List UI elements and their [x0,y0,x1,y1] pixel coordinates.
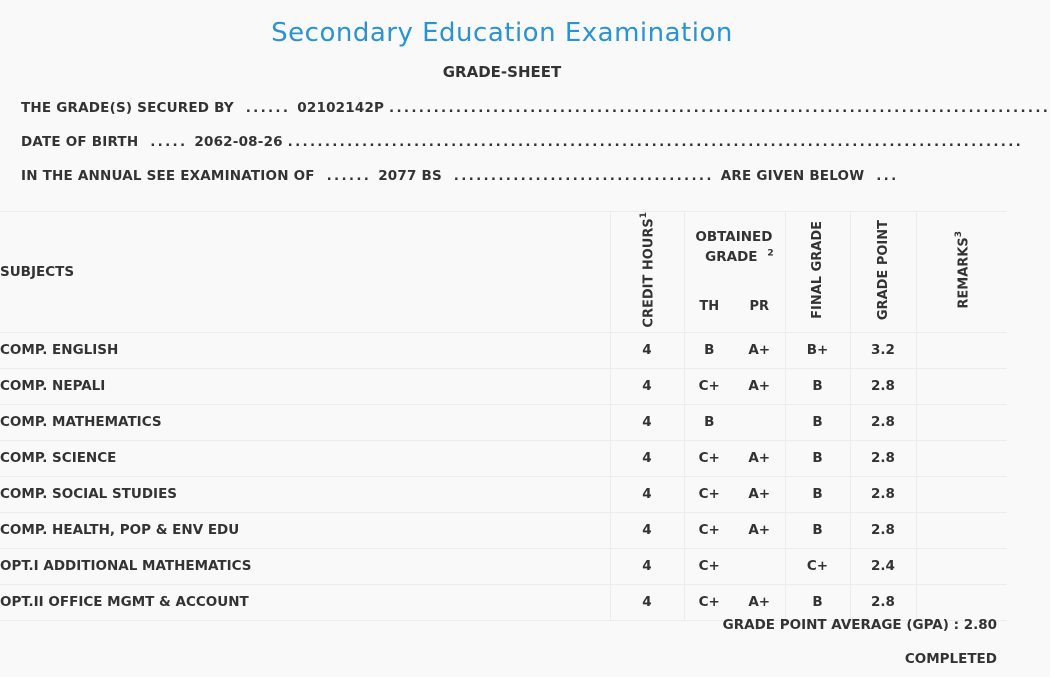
subjects-header: SUBJECTS [0,212,610,333]
exam-year: 2077 BS [378,168,442,184]
obtained-grade-header [684,212,785,282]
remarks-cell [916,440,1007,476]
grade-point-cell: 2.8 [850,512,916,548]
credit-hours-footnote: 1 [639,212,650,219]
leader-dots: ... [869,168,899,184]
grade-point-cell: 2.8 [850,584,916,620]
leader-dots: ......................................................................................... [389,100,1050,116]
table-row [0,548,1007,584]
th-grade-cell: C+ [684,440,734,476]
th-grade-cell: C+ [684,476,734,512]
gpa-label: GRADE POINT AVERAGE (GPA) : [722,617,959,633]
table-row [0,584,1007,620]
credit-hours-cell: 4 [610,368,684,404]
table-row [0,440,1007,476]
leader-dots: ...... [319,168,379,184]
remarks-cell [916,548,1007,584]
dob-value: 2062-08-26 [194,134,283,150]
remarks-cell [916,332,1007,368]
grade-table [0,211,1007,621]
th-grade-cell: C+ [684,548,734,584]
credit-hours-cell: 4 [610,404,684,440]
table-row [0,368,1007,404]
grade-point-cell: 2.8 [850,404,916,440]
table-row [0,332,1007,368]
gpa-value: 2.80 [963,617,997,633]
remarks-cell [916,584,1007,620]
th-grade-cell: C+ [684,368,734,404]
pr-grade-cell: A+ [734,476,785,512]
symbol-number: 02102142P [297,100,385,116]
pr-header: PR [734,281,785,332]
table-row [0,476,1007,512]
subject-name: OPT.I ADDITIONAL MATHEMATICS [0,548,610,584]
remarks-cell [916,512,1007,548]
grade-point-cell: 2.8 [850,368,916,404]
th-grade-cell: C+ [684,512,734,548]
pr-grade-cell: A+ [734,584,785,620]
th-grade-cell: B [684,332,734,368]
subject-name: COMP. MATHEMATICS [0,404,610,440]
table-row [0,512,1007,548]
grade-point-header [850,212,916,333]
credit-hours-cell: 4 [610,440,684,476]
final-grade-cell: B+ [785,332,850,368]
final-grade-label: FINAL GRADE [810,220,825,319]
credit-hours-label: CREDIT HOURS [641,218,657,328]
remarks-cell [916,368,1007,404]
final-grade-cell: B [785,512,850,548]
exam-line [21,168,921,184]
pr-grade-cell: A+ [734,440,785,476]
subject-name: COMP. ENGLISH [0,332,610,368]
grade-point-cell: 2.8 [850,440,916,476]
remarks-header [916,212,1007,333]
credit-hours-header [610,212,684,333]
leader-dots: ................................... [446,168,721,184]
dob-label: DATE OF BIRTH [21,134,139,150]
subject-name: COMP. SCIENCE [0,440,610,476]
exam-suffix: ARE GIVEN BELOW [720,168,865,184]
pr-grade-cell: A+ [734,512,785,548]
final-grade-cell: B [785,440,850,476]
th-grade-cell: C+ [684,584,734,620]
dob-line [21,134,1024,150]
result-status: COMPLETED [904,651,997,667]
grade-point-cell: 3.2 [850,332,916,368]
final-grade-header [785,212,850,333]
exam-title: Secondary Education Examination [271,18,733,48]
final-grade-cell: B [785,476,850,512]
grade-point-label: GRADE POINT [875,219,891,320]
subject-name: COMP. HEALTH, POP & ENV EDU [0,512,610,548]
th-header: TH [684,281,734,332]
exam-label: IN THE ANNUAL SEE EXAMINATION OF [21,168,315,184]
leader-dots: ................................................................................................... [287,134,1024,150]
remarks-cell [916,476,1007,512]
pr-grade-cell: A+ [734,332,785,368]
final-grade-cell: B [785,404,850,440]
remarks-cell [916,404,1007,440]
leader-dots: ...... [238,100,298,116]
final-grade-cell: B [785,584,850,620]
subject-name: OPT.II OFFICE MGMT & ACCOUNT [0,584,610,620]
obtained-grade-label: OBTAINED GRADE [695,228,773,265]
final-grade-cell: C+ [785,548,850,584]
grade-sheet-heading: GRADE-SHEET [442,63,562,81]
gpa-summary [723,617,997,633]
secured-by-line [21,100,1050,116]
secured-by-label: THE GRADE(S) SECURED BY [21,100,234,116]
table-row [0,404,1007,440]
pr-grade-cell [734,404,785,440]
pr-grade-cell [734,548,785,584]
subject-name: COMP. SOCIAL STUDIES [0,476,610,512]
subject-name: COMP. NEPALI [0,368,610,404]
remarks-label: REMARKS [956,237,972,309]
final-grade-cell: B [785,368,850,404]
th-grade-cell: B [684,404,734,440]
credit-hours-cell: 4 [610,548,684,584]
remarks-footnote: 3 [954,230,965,238]
leader-dots: ..... [143,134,195,150]
obtained-grade-footnote: 2 [767,248,774,259]
credit-hours-cell: 4 [610,332,684,368]
pr-grade-cell: A+ [734,368,785,404]
credit-hours-cell: 4 [610,476,684,512]
grade-point-cell: 2.4 [850,548,916,584]
credit-hours-cell: 4 [610,512,684,548]
credit-hours-cell: 4 [610,584,684,620]
grade-point-cell: 2.8 [850,476,916,512]
